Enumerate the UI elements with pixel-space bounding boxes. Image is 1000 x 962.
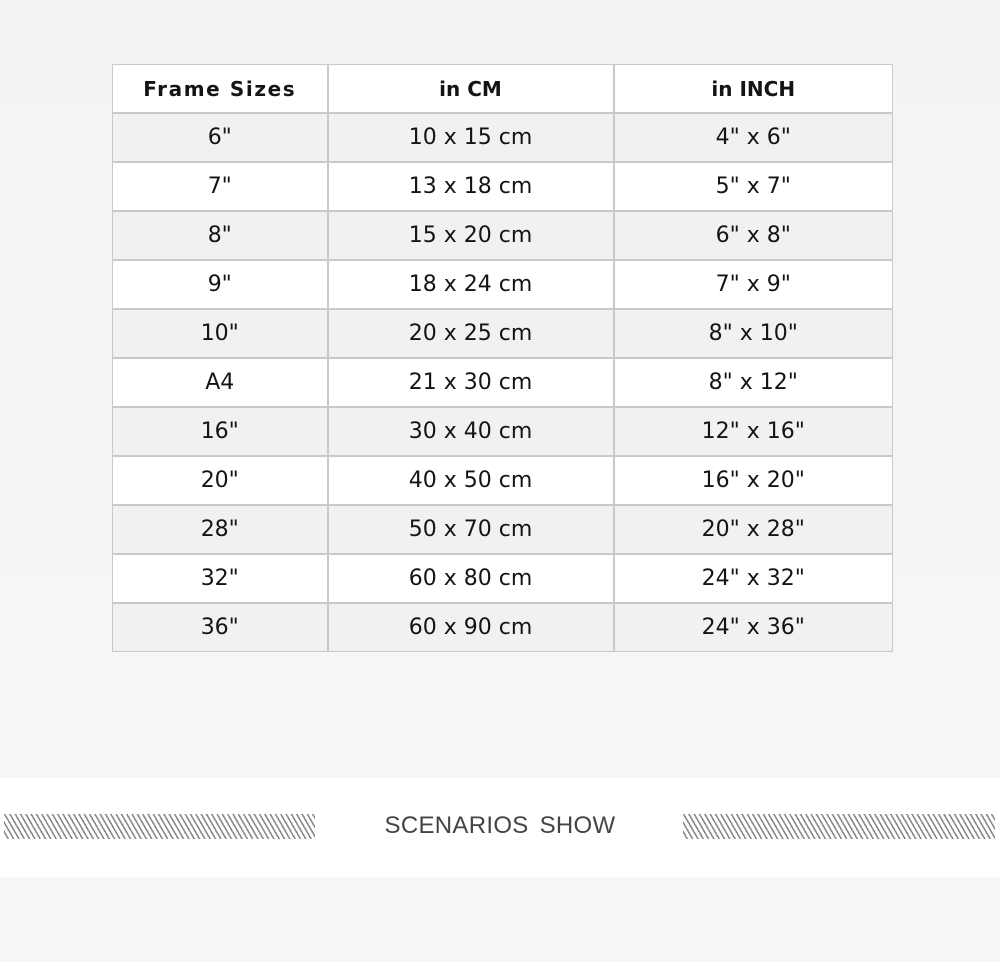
cm-size-cell: 40 x 50 cm <box>328 456 614 505</box>
hatch-decoration-left <box>4 814 315 839</box>
table-row <box>113 603 893 652</box>
frame-size-cell: 9" <box>113 260 328 309</box>
header-frame-sizes: Frame Sizes <box>113 65 328 114</box>
table-row <box>113 456 893 505</box>
table-row <box>113 211 893 260</box>
cm-size-cell: 60 x 90 cm <box>328 603 614 652</box>
inch-size-cell: 4" x 6" <box>614 113 893 162</box>
inch-size-cell: 5" x 7" <box>614 162 893 211</box>
table-row <box>113 113 893 162</box>
inch-size-cell: 24" x 36" <box>614 603 893 652</box>
cm-size-cell: 50 x 70 cm <box>328 505 614 554</box>
frame-size-cell: 6" <box>113 113 328 162</box>
table-header <box>113 65 893 114</box>
inch-size-cell: 20" x 28" <box>614 505 893 554</box>
cm-size-cell: 15 x 20 cm <box>328 211 614 260</box>
scenarios-show-heading: SCENARIOS SHOW <box>384 812 616 839</box>
frame-size-cell: 7" <box>113 162 328 211</box>
frame-size-cell: 20" <box>113 456 328 505</box>
cm-size-cell: 60 x 80 cm <box>328 554 614 603</box>
cm-size-cell: 13 x 18 cm <box>328 162 614 211</box>
table-row <box>113 505 893 554</box>
cm-size-cell: 10 x 15 cm <box>328 113 614 162</box>
table-row <box>113 309 893 358</box>
table-row <box>113 407 893 456</box>
frame-size-cell: 36" <box>113 603 328 652</box>
cm-size-cell: 30 x 40 cm <box>328 407 614 456</box>
table-row <box>113 260 893 309</box>
frame-size-cell: 8" <box>113 211 328 260</box>
inch-size-cell: 6" x 8" <box>614 211 893 260</box>
inch-size-cell: 16" x 20" <box>614 456 893 505</box>
frame-size-cell: 32" <box>113 554 328 603</box>
cm-size-cell: 18 x 24 cm <box>328 260 614 309</box>
table-row <box>113 554 893 603</box>
frame-size-table <box>112 64 893 652</box>
divider-band-bottom <box>0 877 1000 962</box>
hatch-decoration-right <box>683 814 995 839</box>
inch-size-cell: 8" x 10" <box>614 309 893 358</box>
header-in-cm: in CM <box>328 65 614 114</box>
frame-size-cell: 28" <box>113 505 328 554</box>
table-row <box>113 358 893 407</box>
cm-size-cell: 21 x 30 cm <box>328 358 614 407</box>
table-body <box>113 113 893 652</box>
frame-size-cell: 16" <box>113 407 328 456</box>
inch-size-cell: 24" x 32" <box>614 554 893 603</box>
inch-size-cell: 8" x 12" <box>614 358 893 407</box>
divider-band-top <box>0 698 1000 778</box>
header-row <box>113 65 893 114</box>
cm-size-cell: 20 x 25 cm <box>328 309 614 358</box>
inch-size-cell: 7" x 9" <box>614 260 893 309</box>
table-row <box>113 162 893 211</box>
frame-size-cell: A4 <box>113 358 328 407</box>
inch-size-cell: 12" x 16" <box>614 407 893 456</box>
header-in-inch: in INCH <box>614 65 893 114</box>
frame-size-cell: 10" <box>113 309 328 358</box>
